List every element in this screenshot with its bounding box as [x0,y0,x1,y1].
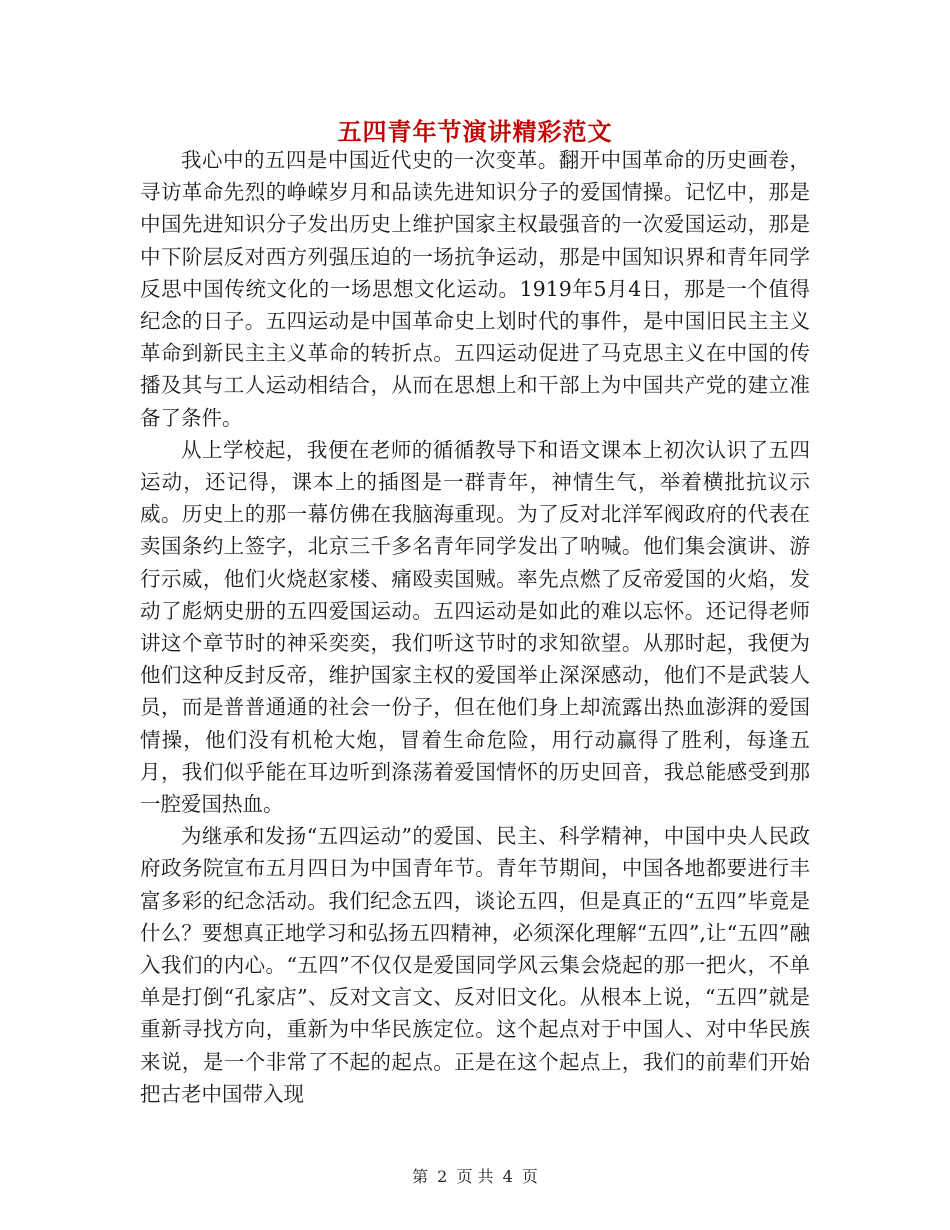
page-footer [0,1164,950,1187]
footer-middle: 页 共 [456,1167,494,1186]
footer-suffix: 页 [521,1167,538,1186]
document-body [140,144,810,1110]
footer-prefix: 第 [412,1167,429,1186]
current-page-number: 2 [437,1167,448,1186]
paragraph-2: 从上学校起，我便在老师的循循教导下和语文课本上初次认识了五四运动，还记得，课本上的插图是一群青年，神情生气，举着横批抗议示威。历史上的那一幕仿佛在我脑海重现。为了反对北洋军阀政府的代表在卖国条约上签字，北京三千多名青年同学发出了呐喊。他们集会演讲、游行示威，他们火烧赵家楼、痛殴卖国贼。率先点燃了反帝爱国的火焰，发动了彪炳史册的五四爱国运动。五四运动是如此的难以忘怀。还记得老师讲这个章节时的神采奕奕，我们听这节时的求知欲望。从那时起，我便为他们这种反封反帝，维护国家主权的爱国举止深深感动，他们不是武装人员，而是普普通通的社会一份子，但在他们身上却流露出热血澎湃的爱国情操，他们没有机枪大炮，冒着生命危险，用行动赢得了胜利，每逢五月，我们似乎能在耳边听到涤荡着爱国情怀的历史回音，我总能感受到那一腔爱国热血。 [140,437,810,817]
paragraph-1: 我心中的五四是中国近代史的一次变革。翻开中国革命的历史画卷，寻访革命先烈的峥嵘岁月和品读先进知识分子的爱国情操。记忆中，那是中国先进知识分子发出历史上维护国家主权最强音的一次爱国运动，那是中下阶层反对西方列强压迫的一场抗争运动，那是中国知识界和青年同学反思中国传统文化的一场思想文化运动。1919年5月4日，那是一个值得纪念的日子。五四运动是中国革命史上划时代的事件，是中国旧民主主义革命到新民主主义革命的转折点。五四运动促进了马克思主义在中国的传播及其与工人运动相结合，从而在思想上和干部上为中国共产党的建立准备了条件。 [140,148,810,430]
document-title: 五四青年节演讲精彩范文 [337,117,613,146]
total-pages-number: 4 [502,1167,513,1186]
paragraph-3: 为继承和发扬“五四运动”的爱国、民主、科学精神，中国中央人民政府政务院宣布五月四日为中国青年节。青年节期间，中国各地都要进行丰富多彩的纪念活动。我们纪念五四，谈论五四，但是真正的“五四”毕竟是什么？要想真正地学习和弘扬五四精神，必须深化理解“五四”,让“五四”融入我们的内心。“五四”不仅仅是爱国同学风云集会烧起的那一把火，不单单是打倒“孔家店”、反对文言文、反对旧文化。从根本上说，“五四”就是重新寻找方向，重新为中华民族定位。这个起点对于中国人、对中华民族来说，是一个非常了不起的起点。正是在这个起点上，我们的前辈们开始把古老中国带入现 [140,824,810,1106]
